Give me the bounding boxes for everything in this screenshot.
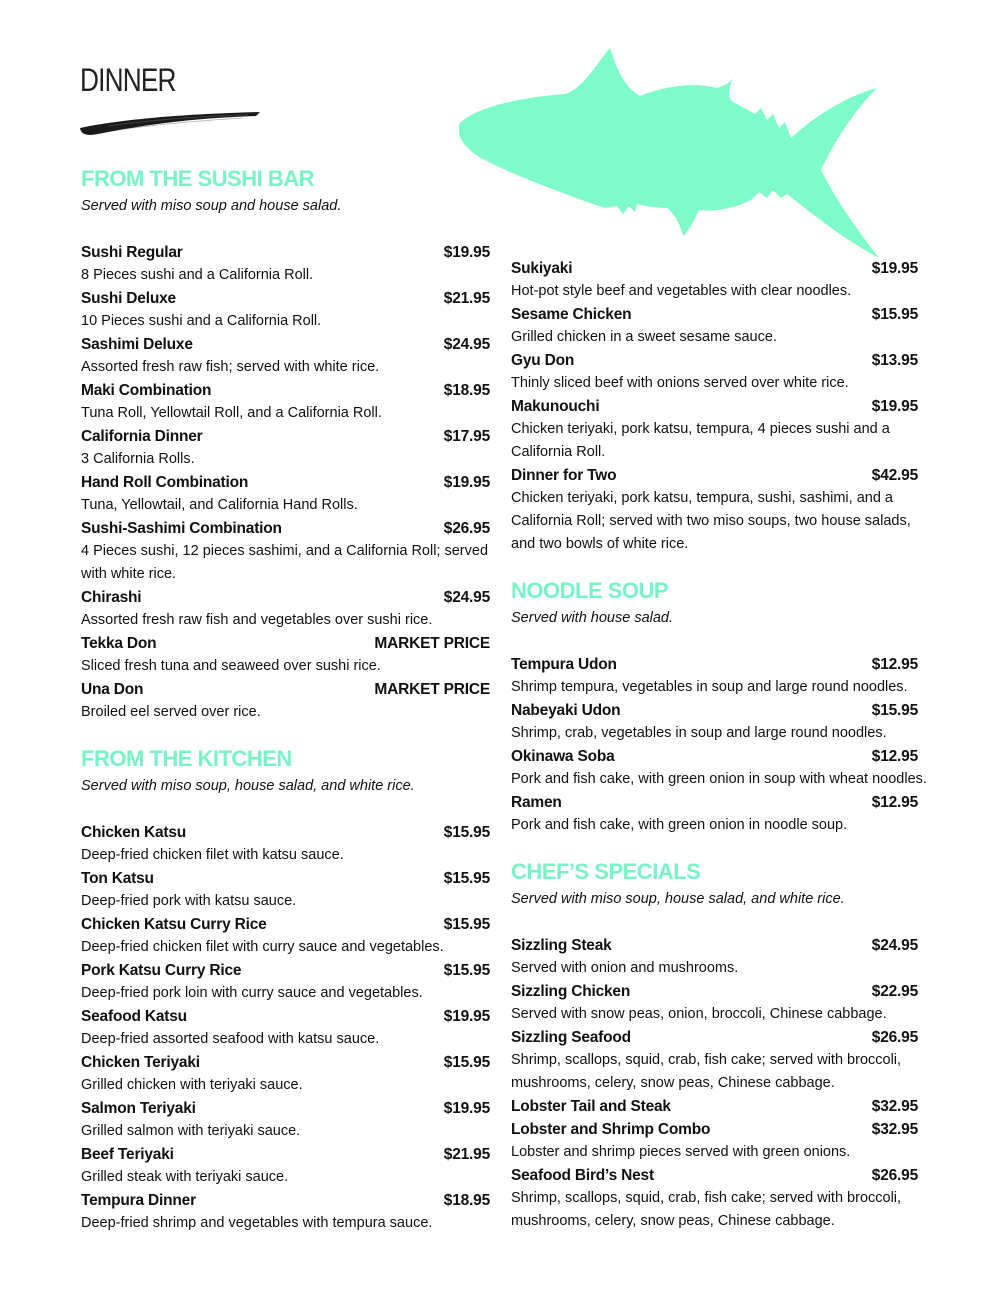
menu-item-description: Deep-fried chicken filet with katsu sauce.: [81, 847, 344, 863]
menu-item-name: Chicken Katsu: [81, 824, 187, 841]
menu-item-header: [81, 632, 490, 655]
menu-item-description: Shrimp, scallops, squid, crab, fish cake; served with broccoli, mushrooms, celery, snow peas, Chinese cabbage.: [511, 1052, 902, 1091]
menu-item-description: Deep-fried pork with katsu sauce.: [81, 893, 297, 909]
menu-item-header: [81, 1189, 490, 1212]
menu-item-header: [511, 1118, 918, 1141]
menu-item-price: $19.95: [443, 1008, 490, 1025]
menu-item-description: Shrimp, crab, vegetables in soup and large round noodles.: [511, 725, 887, 741]
menu-item-price: $15.95: [871, 306, 918, 323]
menu-item-description: Tuna Roll, Yellowtail Roll, and a California Roll.: [81, 405, 382, 421]
menu-item-description: Lobster and shrimp pieces served with green onions.: [511, 1144, 851, 1160]
menu-item: [81, 1097, 490, 1143]
menu-item-description: Served with snow peas, onion, broccoli, Chinese cabbage.: [511, 1006, 887, 1022]
menu-item-price: $15.95: [443, 1054, 490, 1071]
menu-item: [511, 1095, 931, 1118]
menu-item: [511, 1118, 931, 1164]
menu-item-description: Assorted fresh raw fish; served with white rice.: [81, 359, 380, 375]
menu-item-header: [81, 821, 490, 844]
right-column: [511, 257, 931, 1255]
menu-item-price: MARKET PRICE: [374, 635, 490, 652]
menu-item-price: $15.95: [443, 824, 490, 841]
menu-item-price: $17.95: [443, 428, 490, 445]
menu-item-description: Deep-fried pork loin with curry sauce and vegetables.: [81, 985, 423, 1001]
menu-item-description: Grilled steak with teriyaki sauce.: [81, 1169, 289, 1185]
menu-item: [511, 395, 931, 464]
menu-item-price: $13.95: [871, 352, 918, 369]
menu-item-header: [511, 349, 918, 372]
menu-item-price: $26.95: [443, 520, 490, 537]
menu-item-description: Tuna, Yellowtail, and California Hand Rolls.: [81, 497, 358, 513]
menu-item-header: [511, 257, 918, 280]
menu-section: [511, 859, 931, 1233]
section-note: Served with house salad.: [511, 610, 674, 626]
menu-item: [81, 586, 490, 632]
menu-item-price: $19.95: [871, 398, 918, 415]
menu-item-name: Una Don: [81, 681, 144, 698]
menu-item-name: Dinner for Two: [511, 467, 617, 484]
menu-item-description: Served with onion and mushrooms.: [511, 960, 739, 976]
menu-item-name: Nabeyaki Udon: [511, 702, 621, 719]
menu-item-description: Chicken teriyaki, pork katsu, tempura, sushi, sashimi, and a California Roll; served with two miso soups, two house salads, and two bowls of white rice.: [511, 490, 911, 552]
menu-item-price: $24.95: [871, 937, 918, 954]
menu-item-price: $15.95: [443, 916, 490, 933]
menu-item-name: Lobster and Shrimp Combo: [511, 1121, 711, 1138]
menu-item-header: [81, 959, 490, 982]
menu-item-price: $21.95: [443, 290, 490, 307]
menu-item: [81, 287, 490, 333]
menu-item: [511, 464, 931, 556]
menu-item-price: MARKET PRICE: [374, 681, 490, 698]
menu-item-header: [511, 791, 918, 814]
menu-item-name: Chirashi: [81, 589, 142, 606]
menu-item-name: Sukiyaki: [511, 260, 573, 277]
menu-item-name: Maki Combination: [81, 382, 212, 399]
menu-item-name: Salmon Teriyaki: [81, 1100, 196, 1117]
menu-item-header: [511, 395, 918, 418]
menu-item: [81, 632, 490, 678]
menu-item-header: [511, 934, 918, 957]
menu-item-header: [81, 517, 490, 540]
menu-item: [81, 867, 490, 913]
section-title: CHEF’S SPECIALS: [511, 859, 701, 884]
menu-item-price: $22.95: [871, 983, 918, 1000]
menu-item-name: Hand Roll Combination: [81, 474, 249, 491]
menu-item-price: $12.95: [871, 656, 918, 673]
menu-item-price: $15.95: [871, 702, 918, 719]
menu-item-name: Tekka Don: [81, 635, 157, 652]
menu-item-header: [511, 464, 918, 487]
menu-item-header: [81, 678, 490, 701]
menu-section: [511, 578, 931, 837]
menu-item-price: $24.95: [443, 336, 490, 353]
menu-item-name: Sizzling Seafood: [511, 1029, 631, 1046]
menu-item: [81, 471, 490, 517]
menu-item-price: $32.95: [871, 1098, 918, 1115]
menu-item: [511, 791, 931, 837]
menu-item-description: Grilled chicken with teriyaki sauce.: [81, 1077, 303, 1093]
menu-item-description: Sliced fresh tuna and seaweed over sushi rice.: [81, 658, 381, 674]
section-title: NOODLE SOUP: [511, 578, 669, 603]
menu-item: [511, 349, 931, 395]
menu-item-header: [511, 303, 918, 326]
menu-item-name: Ton Katsu: [81, 870, 154, 887]
menu-item: [81, 517, 490, 586]
menu-item-description: Grilled chicken in a sweet sesame sauce.: [511, 329, 777, 345]
menu-item-name: Sizzling Steak: [511, 937, 612, 954]
menu-item-name: Pork Katsu Curry Rice: [81, 962, 242, 979]
menu-item: [81, 241, 490, 287]
menu-item-header: [511, 745, 918, 768]
menu-item-price: $18.95: [443, 1192, 490, 1209]
menu-item-description: Pork and fish cake, with green onion in soup with wheat noodles.: [511, 771, 927, 787]
menu-item-header: [81, 287, 490, 310]
menu-item-description: Grilled salmon with teriyaki sauce.: [81, 1123, 301, 1139]
menu-item-price: $24.95: [443, 589, 490, 606]
menu-item-header: [511, 1026, 918, 1049]
menu-item-description: 8 Pieces sushi and a California Roll.: [81, 267, 314, 283]
menu-item-price: $15.95: [443, 962, 490, 979]
menu-item: [81, 1189, 490, 1235]
menu-item: [81, 1143, 490, 1189]
menu-item-header: [81, 1005, 490, 1028]
brush-stroke-icon: [78, 106, 263, 138]
menu-item: [81, 959, 490, 1005]
menu-item-name: Okinawa Soba: [511, 748, 615, 765]
menu-item-description: Deep-fried shrimp and vegetables with tempura sauce.: [81, 1215, 433, 1231]
menu-item: [81, 821, 490, 867]
menu-item: [511, 303, 931, 349]
menu-item: [81, 1051, 490, 1097]
menu-item-name: Beef Teriyaki: [81, 1146, 174, 1163]
menu-item-header: [81, 333, 490, 356]
menu-item: [81, 425, 490, 471]
menu-item: [81, 1005, 490, 1051]
menu-item-name: Sashimi Deluxe: [81, 336, 193, 353]
left-column: [81, 166, 490, 1257]
menu-item: [511, 653, 931, 699]
menu-item-description: 4 Pieces sushi, 12 pieces sashimi, and a California Roll; served with white rice.: [81, 543, 489, 582]
menu-item: [81, 678, 490, 724]
menu-item-description: Hot-pot style beef and vegetables with clear noodles.: [511, 283, 852, 299]
menu-item-description: Pork and fish cake, with green onion in noodle soup.: [511, 817, 848, 833]
menu-item-name: Makunouchi: [511, 398, 600, 415]
menu-item-header: [511, 980, 918, 1003]
menu-item: [511, 980, 931, 1026]
menu-item-description: Deep-fried chicken filet with curry sauce and vegetables.: [81, 939, 444, 955]
menu-item: [511, 745, 931, 791]
menu-item-description: Chicken teriyaki, pork katsu, tempura, 4 pieces sushi and a California Roll.: [511, 421, 890, 460]
menu-item-name: Lobster Tail and Steak: [511, 1098, 671, 1115]
menu-item-header: [81, 913, 490, 936]
menu-item-name: Seafood Bird’s Nest: [511, 1167, 654, 1184]
menu-item-description: Thinly sliced beef with onions served over white rice.: [511, 375, 849, 391]
menu-item: [81, 333, 490, 379]
menu-item: [511, 934, 931, 980]
menu-item-header: [81, 379, 490, 402]
menu-item-name: Sushi-Sashimi Combination: [81, 520, 282, 537]
menu-item-header: [81, 1097, 490, 1120]
menu-item: [81, 913, 490, 959]
menu-item-description: Shrimp tempura, vegetables in soup and large round noodles.: [511, 679, 908, 695]
menu-item: [81, 379, 490, 425]
menu-item-description: 10 Pieces sushi and a California Roll.: [81, 313, 322, 329]
section-note: Served with miso soup and house salad.: [81, 198, 342, 214]
menu-item-price: $15.95: [443, 870, 490, 887]
menu-item: [511, 699, 931, 745]
menu-item-name: Tempura Udon: [511, 656, 617, 673]
menu-item-name: Sesame Chicken: [511, 306, 632, 323]
menu-item-price: $32.95: [871, 1121, 918, 1138]
menu-item: [511, 1026, 931, 1095]
menu-item-price: $18.95: [443, 382, 490, 399]
section-title: FROM THE SUSHI BAR: [81, 166, 314, 191]
menu-item-price: $26.95: [871, 1167, 918, 1184]
menu-item-header: [81, 1143, 490, 1166]
menu-item-header: [81, 425, 490, 448]
menu-item: [511, 1164, 931, 1233]
page-title: DINNER: [80, 62, 176, 98]
menu-item-header: [81, 241, 490, 264]
menu-item-name: California Dinner: [81, 428, 203, 445]
menu-section: [511, 257, 931, 556]
menu-item-price: $19.95: [443, 244, 490, 261]
menu-section: [81, 746, 490, 1235]
menu-item-name: Tempura Dinner: [81, 1192, 196, 1209]
menu-item-name: Ramen: [511, 794, 562, 811]
menu-section: [81, 166, 490, 724]
menu-item-name: Sushi Regular: [81, 244, 183, 261]
section-title: FROM THE KITCHEN: [81, 746, 292, 771]
menu-item-name: Chicken Teriyaki: [81, 1054, 200, 1071]
menu-item-header: [81, 586, 490, 609]
menu-item-price: $19.95: [443, 474, 490, 491]
menu-item-header: [511, 1095, 918, 1118]
menu-item-name: Sizzling Chicken: [511, 983, 631, 1000]
menu-item-description: 3 California Rolls.: [81, 451, 195, 467]
menu-item-header: [81, 867, 490, 890]
menu-item-description: Assorted fresh raw fish and vegetables over sushi rice.: [81, 612, 433, 628]
menu-item-price: $19.95: [871, 260, 918, 277]
section-note: Served with miso soup, house salad, and white rice.: [511, 891, 845, 907]
menu-item-description: Deep-fried assorted seafood with katsu sauce.: [81, 1031, 380, 1047]
menu-item-price: $12.95: [871, 748, 918, 765]
menu-item-name: Seafood Katsu: [81, 1008, 187, 1025]
menu-item-price: $19.95: [443, 1100, 490, 1117]
menu-item-description: Broiled eel served over rice.: [81, 704, 261, 720]
menu-item-header: [511, 653, 918, 676]
menu-item-header: [81, 1051, 490, 1074]
menu-item-price: $42.95: [871, 467, 918, 484]
menu-item-description: Shrimp, scallops, squid, crab, fish cake; served with broccoli, mushrooms, celery, snow peas, Chinese cabbage.: [511, 1190, 902, 1229]
menu-item-price: $21.95: [443, 1146, 490, 1163]
tuna-fish-icon: [455, 48, 885, 263]
menu-item-price: $26.95: [871, 1029, 918, 1046]
section-note: Served with miso soup, house salad, and white rice.: [81, 778, 415, 794]
menu-item-header: [81, 471, 490, 494]
menu-item-header: [511, 699, 918, 722]
menu-item-name: Chicken Katsu Curry Rice: [81, 916, 267, 933]
menu-item-price: $12.95: [871, 794, 918, 811]
menu-item-name: Sushi Deluxe: [81, 290, 176, 307]
menu-item: [511, 257, 931, 303]
menu-item-name: Gyu Don: [511, 352, 575, 369]
menu-item-header: [511, 1164, 918, 1187]
